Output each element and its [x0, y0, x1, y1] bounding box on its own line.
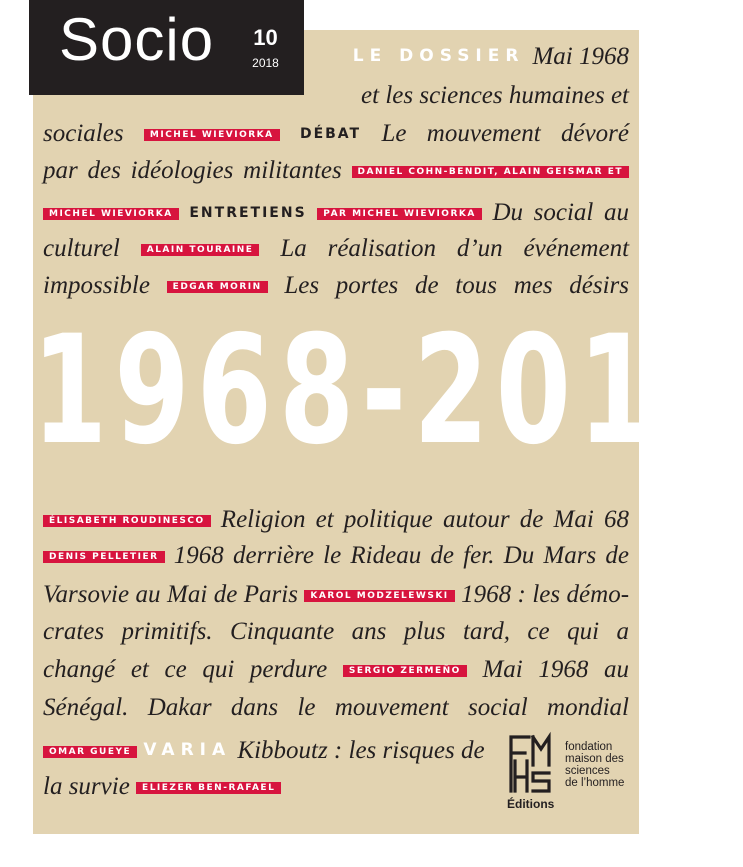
article-title: la survie	[43, 773, 130, 800]
line-10	[43, 575, 629, 615]
article-title: Le mouvement dévoré	[381, 120, 629, 147]
article-title: La réalisation d’un événement	[280, 235, 630, 262]
section-varia: VARIA	[143, 740, 232, 760]
author-tag: DANIEL COHN-BENDIT, ALAIN GEISMAR ET	[352, 166, 629, 178]
line-13	[43, 688, 629, 728]
journal-title: Socio	[59, 6, 215, 73]
line-15	[43, 767, 483, 807]
line-8	[43, 500, 629, 540]
issue-year: 2018	[252, 56, 279, 70]
article-title: impossible	[43, 272, 150, 299]
line-14	[43, 730, 483, 770]
line-6	[43, 229, 629, 269]
section-dossier: LE DOSSIER	[352, 46, 525, 66]
section-entretiens: ENTRETIENS	[189, 205, 307, 221]
article-title: Religion et politique autour de Mai 68	[220, 506, 629, 533]
author-tag: OMAR GUEYE	[43, 746, 137, 758]
publisher-editions: Éditions	[507, 797, 555, 811]
line-11	[43, 612, 629, 652]
journal-masthead	[29, 0, 304, 95]
article-title: Sénégal. Dakar dans le mouvement social mondial	[43, 694, 629, 721]
author-tag: KAROL MODZELEWSKI	[304, 590, 454, 602]
author-tag: EDGAR MORIN	[167, 281, 268, 293]
author-tag: ELIEZER BEN-RAFAEL	[136, 782, 281, 794]
author-tag: MICHEL WIEVIORKA	[43, 208, 179, 220]
article-title: 1968 : les démo-	[461, 581, 630, 608]
publisher-line: maison des	[565, 753, 624, 765]
cover-big-title	[32, 304, 743, 478]
author-tag: SERGIO ZERMEÑO	[343, 665, 467, 677]
publisher-logo	[507, 733, 637, 813]
article-title: culturel	[43, 235, 120, 262]
article-title: 1968 derrière le Rideau de fer. Du Mars de	[173, 542, 629, 569]
article-title: Mai 1968	[532, 43, 629, 70]
line-5	[43, 193, 629, 233]
line-12	[43, 650, 629, 690]
article-title: et les sciences humaines et	[361, 82, 629, 109]
section-debat: DÉBAT	[299, 126, 362, 142]
author-tag: MICHEL WIEVIORKA	[144, 129, 280, 141]
author-tag: ÉLISABETH ROUDINESCO	[43, 515, 211, 527]
fmsh-logo-icon	[507, 733, 557, 795]
line-3	[43, 114, 629, 154]
article-title: Mai 1968 au	[482, 656, 630, 683]
author-tag: DENIS PELLETIER	[43, 551, 165, 563]
article-title: changé et ce qui perdure	[43, 656, 328, 683]
line-4	[43, 151, 629, 191]
article-title: sociales	[43, 120, 124, 147]
publisher-name	[565, 741, 645, 789]
publisher-line: de l’homme	[565, 777, 625, 789]
publisher-line: fondation	[565, 741, 613, 753]
author-tag: PAR MICHEL WIEVIORKA	[317, 208, 482, 220]
line-7	[43, 266, 629, 306]
line-9	[43, 536, 629, 576]
article-title: Du social au	[492, 199, 629, 226]
article-title: Varsovie au Mai de Paris	[43, 581, 298, 608]
author-tag: ALAIN TOURAINE	[141, 244, 260, 256]
article-title: crates primitifs. Cinquante ans plus tard, ce qui a	[43, 618, 629, 645]
issue-number: 10	[253, 25, 278, 50]
article-title: par des idéologies militantes	[43, 157, 342, 184]
big-title-text: 1968-2018	[32, 304, 743, 478]
publisher-line: sciences	[565, 765, 610, 777]
article-title: Les portes de tous mes désirs	[284, 272, 630, 299]
article-title: Kibboutz : les risques de	[237, 737, 485, 764]
